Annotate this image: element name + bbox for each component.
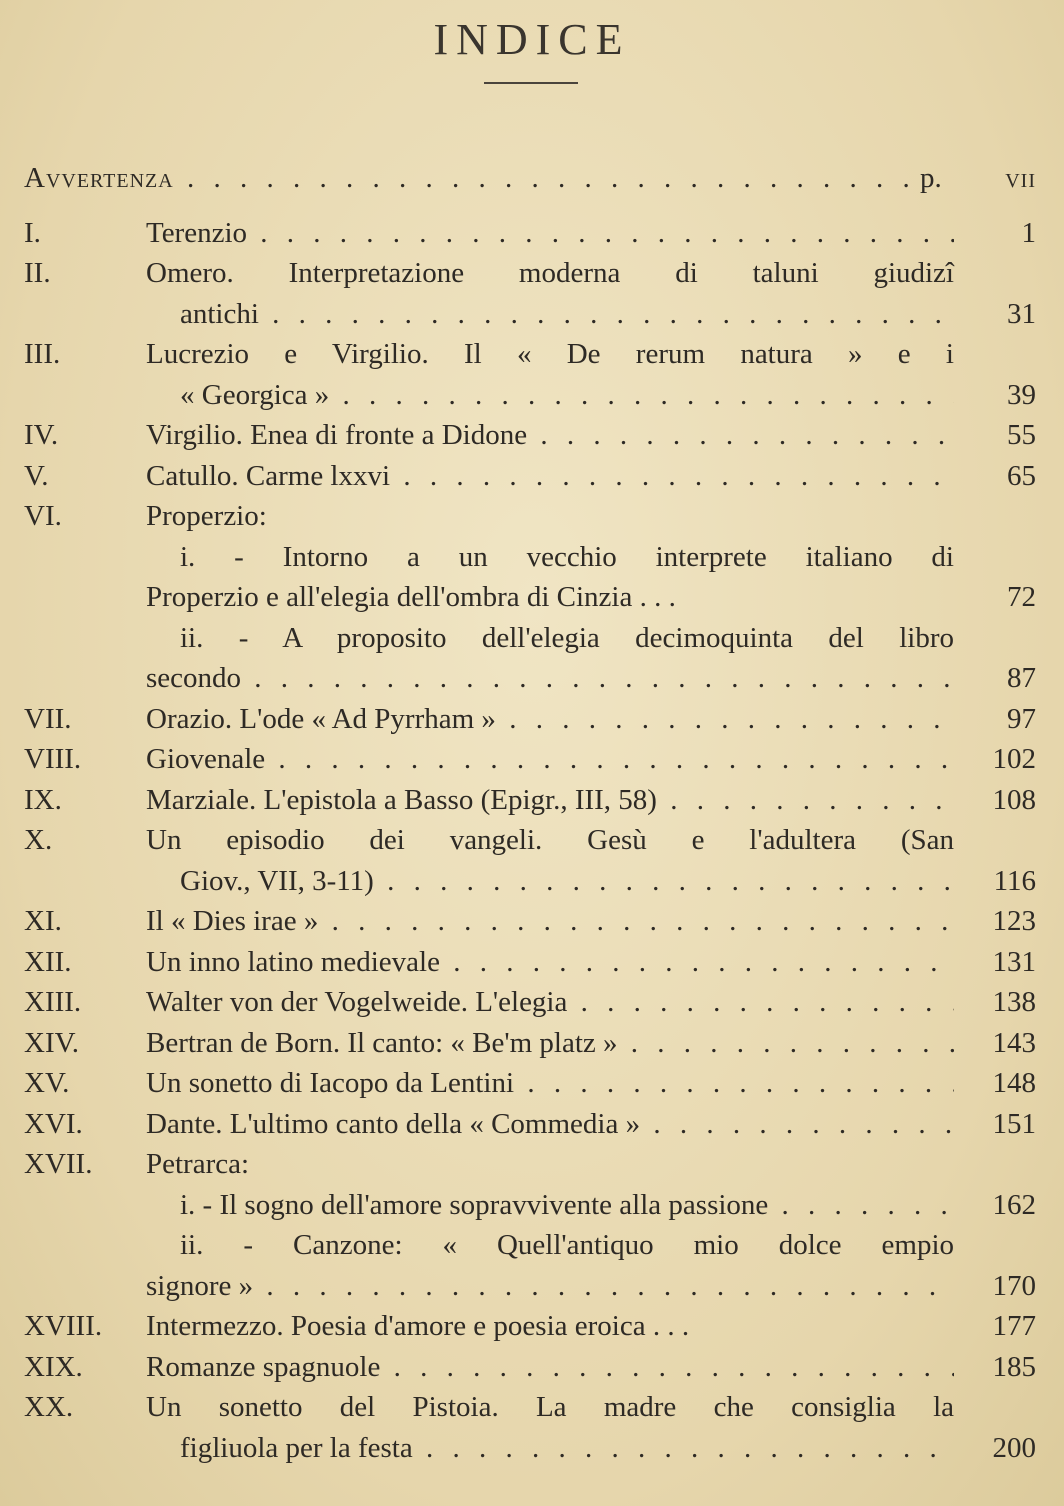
title-rule <box>484 82 578 84</box>
toc-number: IX. <box>24 783 62 816</box>
toc-page: 108 <box>992 783 1036 816</box>
toc-page: 116 <box>993 864 1036 897</box>
toc-title-continuation: Properzio e all'elegia dell'ombra di Cinzia . . . <box>146 581 676 613</box>
toc-page: 39 <box>1007 378 1036 411</box>
toc-number: XVII. <box>24 1148 93 1180</box>
toc-row <box>0 820 1064 861</box>
toc-page: 185 <box>992 1350 1036 1383</box>
toc-row <box>0 1104 1064 1145</box>
toc-number: I. <box>24 216 41 249</box>
toc-row <box>0 213 1064 254</box>
toc-number: XI. <box>24 905 62 937</box>
toc-row <box>0 1306 1064 1347</box>
toc-row <box>0 982 1064 1023</box>
toc-title: Lucrezio e Virgilio. Il « De rerum natura » e i <box>146 338 954 370</box>
toc-title: Petrarca: <box>146 1148 250 1180</box>
toc-row <box>0 415 1064 456</box>
toc-page: 131 <box>992 945 1036 978</box>
toc-page-prefix: p. <box>920 162 942 194</box>
toc-number: VI. <box>24 500 62 532</box>
toc-number: IV. <box>24 419 59 451</box>
toc-row-continuation <box>0 1428 1064 1469</box>
toc-page: 65 <box>1007 459 1036 492</box>
toc-row <box>0 456 1064 497</box>
toc-page: 143 <box>992 1026 1036 1059</box>
toc-row <box>0 1347 1064 1388</box>
toc-title: Dante. L'ultimo canto della « Commedia » . . . <box>146 1104 954 1145</box>
toc-row-continuation <box>0 861 1064 902</box>
toc-row-continuation <box>0 294 1064 335</box>
toc-title: Catullo. Carme lxxvi . . . <box>146 456 954 497</box>
toc-row <box>0 496 1064 537</box>
toc-row <box>0 537 1064 578</box>
toc-number: XIV. <box>24 1026 80 1059</box>
toc-title: Virgilio. Enea di fronte a Didone . . . <box>146 415 954 456</box>
toc-number: XIX. <box>24 1350 83 1383</box>
toc-title-continuation: Giov., VII, 3-11) . . . <box>180 861 954 902</box>
toc-number: II. <box>24 257 51 289</box>
toc-row <box>0 942 1064 983</box>
toc-page: 72 <box>1007 581 1036 613</box>
toc-number: XVI. <box>24 1107 83 1140</box>
toc-title: Terenzio . . . <box>146 213 954 254</box>
toc-row-continuation <box>0 1266 1064 1307</box>
toc-page: 138 <box>992 986 1036 1018</box>
page-title: INDICE <box>433 15 631 64</box>
toc-page: 102 <box>992 743 1036 775</box>
toc-title: Un inno latino medievale . . . <box>146 942 954 983</box>
toc-row <box>0 1225 1064 1266</box>
toc-page: 200 <box>992 1431 1036 1464</box>
toc-number: XIII. <box>24 986 82 1018</box>
toc-row <box>0 1387 1064 1428</box>
toc-title: Giovenale . . . <box>146 739 954 780</box>
toc-row-continuation <box>0 375 1064 416</box>
toc-number: X. <box>24 824 53 856</box>
toc-page: 87 <box>1007 662 1036 694</box>
toc-number: XVIII. <box>24 1310 103 1342</box>
toc-title: Il « Dies irae » . . . <box>146 901 954 942</box>
toc-title-continuation: antichi . . . <box>180 294 954 335</box>
toc-title: Un sonetto di Iacopo da Lentini . . . <box>146 1063 954 1104</box>
toc-title: Orazio. L'ode « Ad Pyrrham » . . . <box>146 699 954 740</box>
toc-page: 55 <box>1007 419 1036 451</box>
toc-page: 123 <box>992 905 1036 937</box>
toc-row <box>0 739 1064 780</box>
toc-number: III. <box>24 338 61 370</box>
toc-row <box>0 1185 1064 1226</box>
toc-page: 148 <box>992 1067 1036 1099</box>
toc-title-continuation: secondo . . . <box>146 658 954 699</box>
toc-page: 151 <box>992 1107 1036 1140</box>
toc-title: Avvertenza . . . <box>24 158 924 199</box>
toc-row <box>0 901 1064 942</box>
toc-title-continuation: figliuola per la festa . . . <box>180 1428 954 1469</box>
toc-page: 177 <box>992 1310 1036 1342</box>
toc-title: Intermezzo. Poesia d'amore e poesia eroica . . . <box>146 1310 690 1342</box>
toc-page: vii <box>1005 162 1036 194</box>
toc-number: VIII. <box>24 743 82 775</box>
toc-subtitle: ii. - A proposito dell'elegia decimoquinta del libro <box>180 621 954 654</box>
toc-row <box>0 1144 1064 1185</box>
toc-row <box>0 334 1064 375</box>
toc-title: Un episodio dei vangeli. Gesù e l'adultera (San <box>146 824 954 856</box>
toc-row <box>0 253 1064 294</box>
toc-page: 97 <box>1007 702 1036 735</box>
toc-subtitle: i. - Il sogno dell'amore sopravvivente alla passione . . . <box>180 1185 954 1226</box>
toc-row-continuation <box>0 577 1064 618</box>
toc-subtitle: ii. - Canzone: « Quell'antiquo mio dolce empio <box>180 1229 954 1261</box>
toc-number: XX. <box>24 1391 74 1423</box>
toc-page: 31 <box>1007 297 1036 330</box>
toc-number: XV. <box>24 1067 70 1099</box>
toc-number: VII. <box>24 702 72 735</box>
toc-row-avvertenza <box>0 158 1064 199</box>
toc-title: Properzio: <box>146 500 267 532</box>
toc-title: Bertran de Born. Il canto: « Be'm platz » . . . <box>146 1023 954 1064</box>
table-of-contents <box>0 158 1064 1468</box>
toc-page: 170 <box>992 1269 1036 1302</box>
toc-title-continuation: « Georgica » . . . <box>180 375 954 416</box>
toc-row <box>0 699 1064 740</box>
toc-title: Marziale. L'epistola a Basso (Epigr., III, 58) . . . <box>146 780 954 821</box>
toc-number: XII. <box>24 945 72 978</box>
toc-title: Un sonetto del Pistoia. La madre che consiglia la <box>146 1391 954 1423</box>
toc-page: 1 <box>1021 216 1036 249</box>
toc-number: V. <box>24 459 49 492</box>
toc-row <box>0 1023 1064 1064</box>
toc-title: Romanze spagnuole . . . <box>146 1347 954 1388</box>
toc-row-continuation <box>0 658 1064 699</box>
toc-page: 162 <box>992 1188 1036 1221</box>
toc-row <box>0 618 1064 659</box>
toc-row <box>0 1063 1064 1104</box>
toc-subtitle: i. - Intorno a un vecchio interprete italiano di <box>180 540 954 573</box>
toc-row <box>0 780 1064 821</box>
toc-title: Omero. Interpretazione moderna di taluni giudizî <box>146 257 954 289</box>
toc-title: Walter von der Vogelweide. L'elegia . . . <box>146 982 954 1023</box>
toc-title-continuation: signore » . . . <box>146 1266 954 1307</box>
